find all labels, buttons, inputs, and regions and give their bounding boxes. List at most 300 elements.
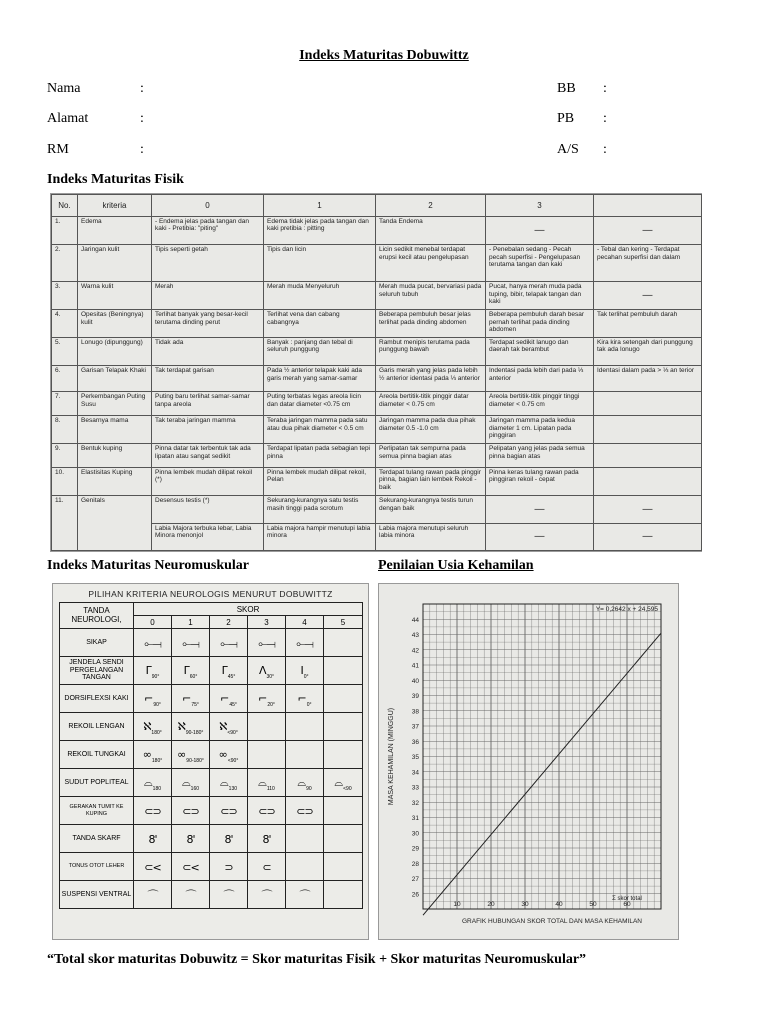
x-tick-label: 20 <box>487 901 495 908</box>
field-label: RM <box>47 142 69 157</box>
cell-score-2: Licin sedikit menebal terdapat erupsi kecil atau pengelupasan <box>376 245 486 282</box>
posture-sketch-icon: ℵ <box>219 719 227 733</box>
neuro-col-header: TANDA NEUROLOGI, <box>60 603 134 629</box>
neuro-cell <box>286 853 324 881</box>
neuro-cell <box>172 685 210 713</box>
neuro-cell <box>324 769 363 797</box>
row-kriteria: Edema <box>78 217 152 245</box>
neuro-cell <box>248 685 286 713</box>
cell-score-1: Terdapat lipatan pada sebagian tepi pinna <box>264 444 376 468</box>
cell-score-0: - Endema jelas pada tangan dan kaki - Pretibia: "piting" <box>152 217 264 245</box>
neuro-angle: 45° <box>229 702 237 709</box>
neuro-cell <box>172 629 210 657</box>
row-kriteria: Bentuk kuping <box>78 444 152 468</box>
posture-sketch-icon: ⌓ <box>219 775 228 789</box>
row-kriteria: Genitals <box>78 496 152 551</box>
cell-score-0: Terlihat banyak yang besar-kecil terutama dinding perut <box>152 310 264 338</box>
neuro-cell <box>134 741 172 769</box>
y-tick-label: 36 <box>411 738 419 746</box>
neuro-row-label: GERAKAN TUMIT KE KUPING <box>60 797 134 825</box>
neuro-cell <box>248 769 286 797</box>
neuro-cell <box>210 853 248 881</box>
table-row <box>52 416 702 444</box>
neuro-header-row-1 <box>60 603 363 616</box>
neuro-row-label: DORSIFLEXSI KAKI <box>60 685 134 713</box>
neuro-cell <box>248 657 286 685</box>
posture-sketch-icon: ⌒ <box>223 888 234 902</box>
cell-score-4: Identasi dalam pada > ⅓ an terior <box>594 366 702 392</box>
chart-svg <box>379 584 678 939</box>
cell-score-0: Tak terdapat garisan <box>152 366 264 392</box>
posture-sketch-icon: ℵ <box>143 719 151 733</box>
cell-score-0: Tipis seperti getah <box>152 245 264 282</box>
neuro-cell <box>210 685 248 713</box>
neuro-score-3: 3 <box>248 616 286 629</box>
y-tick-label: 32 <box>411 799 419 807</box>
neuro-cell <box>286 685 324 713</box>
row-kriteria: Jaringan kulit <box>78 245 152 282</box>
posture-sketch-icon: 8' <box>262 832 271 846</box>
posture-sketch-icon: ℵ <box>177 719 185 733</box>
neuro-cell <box>172 657 210 685</box>
cell-score-1: Merah muda Menyeluruh <box>264 282 376 310</box>
neuro-cell <box>210 825 248 853</box>
section-physical-heading: Indeks Maturitas Fisik <box>47 172 184 187</box>
posture-sketch-icon: Γ <box>145 663 151 677</box>
row-kriteria: Warna kulit <box>78 282 152 310</box>
cell-score-3: Pucat, hanya merah muda pada tuping, bibir, telapak tangan dan kaki <box>486 282 594 310</box>
cell-score-3: — <box>486 496 594 523</box>
neuro-cell <box>172 713 210 741</box>
neuro-angle: 110 <box>266 786 275 793</box>
cell-score-0: Merah <box>152 282 264 310</box>
cell-score-4: — <box>594 217 702 245</box>
cell-score-0: Desensus testis (*) <box>152 496 264 523</box>
field-label: A/S <box>557 142 579 157</box>
x-tick-label: 50 <box>589 901 597 908</box>
neuro-cell <box>172 797 210 825</box>
cell-score-0: Puting baru terlihat samar-samar tanpa areola <box>152 392 264 416</box>
neuro-cell <box>248 881 286 909</box>
posture-sketch-icon: ⟜⟞ <box>258 636 275 650</box>
neuro-angle: 180° <box>151 758 163 765</box>
cell-score-4: — <box>594 282 702 310</box>
y-tick-label: 40 <box>411 677 419 685</box>
x-tick-label: 10 <box>453 901 461 908</box>
posture-sketch-icon: ⊂< <box>182 860 199 874</box>
neuro-cell <box>172 881 210 909</box>
y-tick-label: 44 <box>411 616 419 624</box>
field-colon: : <box>140 142 144 157</box>
x-tick-label: 40 <box>555 901 563 908</box>
row-no: 5. <box>52 337 78 365</box>
cell-score-1: Edema tidak jelas pada tangan dan kaki pretibia : pitting <box>264 217 376 245</box>
neuro-cell <box>248 853 286 881</box>
posture-sketch-icon: ⌐ <box>182 691 191 705</box>
posture-sketch-icon: ⊂⊃ <box>144 804 161 818</box>
neuro-score-1: 1 <box>172 616 210 629</box>
row-no: 3. <box>52 282 78 310</box>
table-row <box>52 217 702 245</box>
header-score-3: 3 <box>486 195 594 217</box>
y-axis-label: MASA KEHAMILAN (MINGGU) <box>388 707 395 806</box>
posture-sketch-icon: ∞ <box>177 747 186 761</box>
row-kriteria: Perkembangan Puting Susu <box>78 392 152 416</box>
series-line <box>423 633 661 915</box>
neuro-cell <box>172 825 210 853</box>
cell-score-4 <box>594 444 702 468</box>
neuro-angle: 60° <box>189 674 198 681</box>
cell-score-0: Tidak ada <box>152 337 264 365</box>
cell-score-0: Pinna lembek mudah dilipat rekoil (*) <box>152 468 264 496</box>
table-row <box>52 310 702 338</box>
posture-sketch-icon: ⊂⊃ <box>258 804 275 818</box>
cell-score-3: Pinna keras tulang rawan pada pinggiran rekoil - cepat <box>486 468 594 496</box>
header-kriteria: kriteria <box>78 195 152 217</box>
cell-score-3: Pelipatan yang jelas pada semua pinna bagian atas <box>486 444 594 468</box>
neuro-cell <box>286 629 324 657</box>
posture-sketch-icon: ⌓ <box>143 775 152 789</box>
neuro-cell <box>210 769 248 797</box>
neuro-cell <box>172 769 210 797</box>
neuro-cell <box>134 685 172 713</box>
neuro-angle: 45° <box>227 674 236 681</box>
table-header-row <box>52 195 702 217</box>
row-no: 2. <box>52 245 78 282</box>
neuro-cell <box>324 713 363 741</box>
cell-score-4: — <box>594 496 702 523</box>
cell-score-1: Banyak : panjang dan tebal di seluruh punggung <box>264 337 376 365</box>
neuro-cell <box>324 741 363 769</box>
neuro-row <box>60 657 363 685</box>
posture-sketch-icon: ⊂ <box>262 860 271 874</box>
neuro-row <box>60 685 363 713</box>
neuro-cell <box>324 797 363 825</box>
neuro-cell <box>324 629 363 657</box>
field-label: Nama <box>47 81 81 96</box>
neuro-cell <box>210 881 248 909</box>
neuro-angle: <90° <box>227 758 239 765</box>
neuro-cell <box>172 741 210 769</box>
footer-formula: “Total skor maturitas Dobuwitz = Skor maturitas Fisik + Skor maturitas Neuromuskular” <box>47 952 587 967</box>
neuro-row <box>60 629 363 657</box>
neuro-cell <box>286 769 324 797</box>
posture-sketch-icon: ⊂⊃ <box>182 804 199 818</box>
neuro-cell <box>324 685 363 713</box>
field-colon: : <box>140 111 144 126</box>
y-tick-label: 41 <box>411 662 419 670</box>
field-colon: : <box>603 81 607 96</box>
table-row <box>52 337 702 365</box>
neuro-score-5: 5 <box>324 616 363 629</box>
cell-score-2: Terdapat tulang rawan pada pinggir pinna, bagian lain lembek Rekoil - baik <box>376 468 486 496</box>
posture-sketch-icon: ⊂⊃ <box>296 804 313 818</box>
table-row <box>52 468 702 496</box>
cell-score-2: Garis merah yang jelas pada lebih ½ anterior identasi pada ⅓ anterior <box>376 366 486 392</box>
header-score-1: 1 <box>264 195 376 217</box>
neuro-cell <box>248 629 286 657</box>
field-colon: : <box>603 111 607 126</box>
neuro-row-label: REKOIL LENGAN <box>60 713 134 741</box>
cell-score-1: Teraba jaringan mamma pada satu atau dua pihak diameter < 0.5 cm <box>264 416 376 444</box>
neuro-cell <box>134 769 172 797</box>
table-row <box>52 444 702 468</box>
neuro-cell <box>324 881 363 909</box>
neuro-row-label: SUDUT POPLITEAL <box>60 769 134 797</box>
neuro-cell <box>324 853 363 881</box>
y-tick-label: 43 <box>411 632 419 639</box>
posture-sketch-icon: ∞ <box>142 747 151 761</box>
y-tick-label: 33 <box>411 784 419 792</box>
y-tick-label: 39 <box>411 693 419 700</box>
row-kriteria: Lonugo (dipunggung) <box>78 337 152 365</box>
cell-score-2: Jaringan mamma pada dua pihak diameter 0.5 -1.0 cm <box>376 416 486 444</box>
neuro-cell <box>286 797 324 825</box>
row-no: 8. <box>52 416 78 444</box>
cell-score-3: - Penebalan sedang - Pecah pecah superfisi - Pengelupasan terutama tangan dan kaki <box>486 245 594 282</box>
neuro-cell <box>134 881 172 909</box>
neuro-angle: 180° <box>151 730 162 737</box>
neuro-angle: 90° <box>153 702 161 709</box>
cell-score-2: Merah muda pucat, bervariasi pada seluruh tubuh <box>376 282 486 310</box>
row-no: 1. <box>52 217 78 245</box>
neuro-cell <box>210 657 248 685</box>
cell-score-1: Terlihat vena dan cabang cabangnya <box>264 310 376 338</box>
neuro-row-label: REKOIL TUNGKAI <box>60 741 134 769</box>
cell-score-3: — <box>486 523 594 550</box>
neuro-cell <box>324 825 363 853</box>
neuro-cell <box>134 797 172 825</box>
field-label: Alamat <box>47 111 89 126</box>
cell-score-2: Areola bertitik-titik pinggir datar diameter < 0.75 cm <box>376 392 486 416</box>
posture-sketch-icon: ⟜⟞ <box>220 636 237 650</box>
section-age-heading: Penilaian Usia Kehamilan <box>378 558 534 573</box>
cell-score-1: Labia majora hampir menutupi labia minora <box>264 523 376 550</box>
row-no: 9. <box>52 444 78 468</box>
neuro-cell <box>286 741 324 769</box>
cell-score-1: Pada ½ anterior telapak kaki ada garis merah yang samar-samar <box>264 366 376 392</box>
neuro-angle: 0° <box>306 702 312 709</box>
header-no: No. <box>52 195 78 217</box>
posture-sketch-icon: ⟜⟞ <box>144 636 161 650</box>
cell-score-1: Sekurang-kurangnya satu testis masih tinggi pada scrotum <box>264 496 376 523</box>
neuro-cell <box>286 825 324 853</box>
posture-sketch-icon: ⌒ <box>299 888 310 902</box>
x-axis-label: Σ skor total <box>612 896 642 902</box>
cell-score-4 <box>594 392 702 416</box>
cell-score-0: Labia Majora terbuka lebar, Labia Minora menonjol <box>152 523 264 550</box>
y-tick-label: 38 <box>411 708 419 716</box>
cell-score-0: Tak teraba jaringan mamma <box>152 416 264 444</box>
y-tick-label: 28 <box>411 860 419 868</box>
cell-score-1: Puting terbatas legas areola licin dan datar diameter <0.75 cm <box>264 392 376 416</box>
y-tick-label: 35 <box>411 754 419 761</box>
cell-score-3: — <box>486 217 594 245</box>
row-no: 11. <box>52 496 78 551</box>
neuro-cell <box>134 629 172 657</box>
y-tick-label: 37 <box>411 723 419 731</box>
posture-sketch-icon: Γ <box>221 663 227 677</box>
neuro-angle: 160 <box>190 786 200 793</box>
posture-sketch-icon: ⊂< <box>144 860 161 874</box>
neuro-row <box>60 825 363 853</box>
neuro-row <box>60 713 363 741</box>
posture-sketch-icon: ⊂⊃ <box>220 804 237 818</box>
x-tick-label: 30 <box>521 901 529 908</box>
neuro-cell <box>134 713 172 741</box>
cell-score-3: Beberapa pembuluh darah besar pernah terlihat pada dinding abdomen <box>486 310 594 338</box>
y-tick-label: 29 <box>411 845 419 853</box>
physical-maturity-table <box>50 193 702 552</box>
neuro-row <box>60 797 363 825</box>
neuro-cell <box>210 629 248 657</box>
cell-score-2: Tanda Endema <box>376 217 486 245</box>
neuro-angle: 180 <box>152 786 162 793</box>
neuro-score-4: 4 <box>286 616 324 629</box>
neuro-row-label: SUSPENSI VENTRAL <box>60 881 134 909</box>
posture-sketch-icon: ⌐ <box>297 691 306 705</box>
posture-sketch-icon: ⌓ <box>334 775 343 789</box>
posture-sketch-icon: ∞ <box>218 747 227 761</box>
neuro-angle: 90-180° <box>185 730 204 737</box>
y-tick-label: 27 <box>411 876 419 883</box>
posture-sketch-icon: ⌒ <box>261 888 272 902</box>
row-no: 6. <box>52 366 78 392</box>
posture-sketch-icon: ⟜⟞ <box>182 636 199 650</box>
row-kriteria: Garisan Telapak Khaki <box>78 366 152 392</box>
neuro-cell <box>134 825 172 853</box>
neuro-cell <box>248 797 286 825</box>
neuro-row-label: SIKAP <box>60 629 134 657</box>
header-score-0: 0 <box>152 195 264 217</box>
row-kriteria: Opesitas (Beningnya) kulit <box>78 310 152 338</box>
row-no: 10. <box>52 468 78 496</box>
cell-score-2: Labia majora menutupi seluruh labia minora <box>376 523 486 550</box>
cell-score-1: Pinna lembek mudah dilipat rekoil, Pelan <box>264 468 376 496</box>
field-label: PB <box>557 111 575 126</box>
posture-sketch-icon: ⌐ <box>220 691 229 705</box>
cell-score-2: Rambut menipis terutama pada punggung bawah <box>376 337 486 365</box>
cell-score-2: Sekurang-kurangnya testis turun dengan baik <box>376 496 486 523</box>
posture-sketch-icon: 8' <box>186 832 195 846</box>
neuro-angle: 0° <box>303 674 309 681</box>
chart-annotation: Y= 0,2642 x + 24,595 <box>595 606 658 613</box>
page-title: Indeks Maturitas Dobuwittz <box>299 48 469 63</box>
y-tick-label: 26 <box>411 891 419 899</box>
row-kriteria: Elastisitas Kuping <box>78 468 152 496</box>
table-row <box>52 282 702 310</box>
y-tick-label: 31 <box>411 815 419 822</box>
posture-sketch-icon: 8' <box>224 832 233 846</box>
neuro-cell <box>134 853 172 881</box>
section-neuro-heading: Indeks Maturitas Neuromuskular <box>47 558 249 573</box>
neuro-cell <box>286 881 324 909</box>
cell-score-4: - Tebal dan kering - Terdapat pecahan superfisi dan dalam <box>594 245 702 282</box>
cell-score-4: — <box>594 523 702 550</box>
neuro-cell <box>248 713 286 741</box>
field-label: BB <box>557 81 576 96</box>
cell-score-4: Kira kira setengah dari punggung tak ada lonugo <box>594 337 702 365</box>
posture-sketch-icon: ⌒ <box>147 888 158 902</box>
posture-sketch-icon: ⊃ <box>224 860 233 874</box>
cell-score-3: Indentasi pada lebih dari pada ⅓ anterior <box>486 366 594 392</box>
neuro-angle: 90-180° <box>186 758 204 765</box>
cell-score-3: Areola bertitik-titik pinggir tinggi diameter < 0.75 cm <box>486 392 594 416</box>
posture-sketch-icon: I <box>300 663 303 677</box>
y-tick-label: 42 <box>411 647 419 655</box>
posture-sketch-icon: ⟜⟞ <box>296 636 313 650</box>
neuro-cell <box>248 741 286 769</box>
cell-score-2: Perlipatan tak sempurna pada semua pinna bagian atas <box>376 444 486 468</box>
cell-score-4 <box>594 416 702 444</box>
cell-score-2: Beberapa pembuluh besar jelas terlihat pada dinding abdomen <box>376 310 486 338</box>
cell-score-3: Terdapat sedikit lanugo dan daerah tak berambut <box>486 337 594 365</box>
y-tick-label: 30 <box>411 830 419 838</box>
neuro-cell <box>172 853 210 881</box>
neuro-cell <box>134 657 172 685</box>
posture-sketch-icon: ⌓ <box>297 775 306 789</box>
posture-sketch-icon: ⌐ <box>144 691 153 705</box>
row-kriteria: Besarnya mama <box>78 416 152 444</box>
neuro-row <box>60 853 363 881</box>
table-row <box>52 392 702 416</box>
neuro-cell <box>210 741 248 769</box>
gestational-age-chart <box>378 583 679 940</box>
neuro-angle: 90 <box>306 786 312 793</box>
neuro-cell <box>248 825 286 853</box>
neuro-angle: 30° <box>266 674 275 681</box>
neuro-row <box>60 741 363 769</box>
chart-title: GRAFIK HUBUNGAN SKOR TOTAL DAN MASA KEHAMILAN <box>462 918 642 925</box>
cell-score-4 <box>594 468 702 496</box>
x-tick-label: 60 <box>623 901 631 908</box>
table-row <box>52 496 702 523</box>
neuro-row-label: TANDA SKARF <box>60 825 134 853</box>
table-row <box>52 245 702 282</box>
cell-score-3: Jaringan mamma pada kedua diameter 1 cm. Lipatan pada pinggiran <box>486 416 594 444</box>
neuro-row <box>60 769 363 797</box>
neuro-angle: 75° <box>191 702 199 709</box>
neuro-angle: 90° <box>151 674 160 681</box>
neuro-cell <box>210 797 248 825</box>
neuro-angle: 20° <box>267 702 275 709</box>
neuro-angle: <90° <box>227 730 238 737</box>
neuro-table-title: PILIHAN KRITERIA NEUROLOGIS MENURUT DOBUWITTZ <box>88 589 333 599</box>
neuro-skor-header: SKOR <box>134 603 363 616</box>
header-score-4 <box>594 195 702 217</box>
posture-sketch-icon: Γ <box>183 663 189 677</box>
neuro-score-0: 0 <box>134 616 172 629</box>
neuro-row-label: JENDELA SENDI PERGELANGAN TANGAN <box>60 657 134 685</box>
neuro-row <box>60 881 363 909</box>
header-score-2: 2 <box>376 195 486 217</box>
posture-sketch-icon: ⌐ <box>258 691 267 705</box>
cell-score-4: Tak terlihat pembuluh darah <box>594 310 702 338</box>
table-row <box>52 366 702 392</box>
posture-sketch-icon: ⌓ <box>181 775 190 789</box>
neuro-cell <box>286 657 324 685</box>
field-colon: : <box>140 81 144 96</box>
row-no: 4. <box>52 310 78 338</box>
field-colon: : <box>603 142 607 157</box>
neuro-score-2: 2 <box>210 616 248 629</box>
neuro-angle: <90 <box>343 786 352 793</box>
posture-sketch-icon: ⌒ <box>185 888 196 902</box>
posture-sketch-icon: 8' <box>148 832 157 846</box>
neuro-cell <box>324 657 363 685</box>
cell-score-0: Pinna datar tak terbentuk tak ada lipatan atau sangat sedikit <box>152 444 264 468</box>
posture-sketch-icon: Λ <box>258 663 266 677</box>
